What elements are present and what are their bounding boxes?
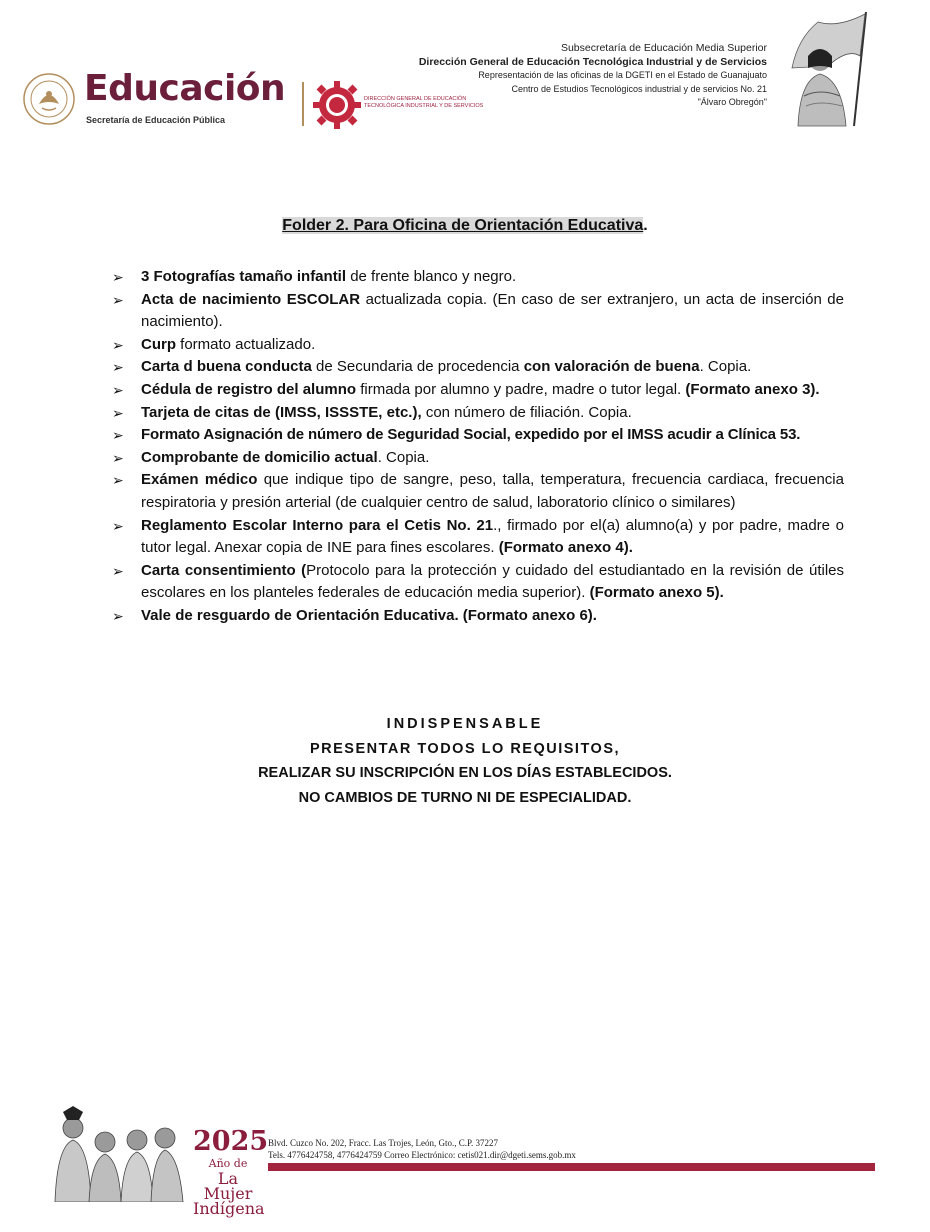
header-line-4: Centro de Estudios Tecnológicos industrial y de servicios No. 21 — [511, 83, 767, 94]
arrow-bullet-icon: ➢ — [112, 359, 124, 376]
list-item: ➢ Vale de resguardo de Orientación Educativa. (Formato anexo 6). — [112, 605, 844, 628]
sep-logo — [22, 68, 484, 132]
header-line-5: "Álvaro Obregón" — [697, 97, 767, 107]
header-institution-lines — [419, 42, 767, 110]
dgeti-text-line2: TECNOLÓGICA INDUSTRIAL Y DE SERVICIOS — [364, 102, 484, 109]
notice-line-3: REALIZAR SU INSCRIPCIÓN EN LOS DÍAS ESTABLECIDOS. — [258, 765, 672, 781]
page-title — [0, 217, 930, 235]
arrow-bullet-icon: ➢ — [112, 449, 124, 466]
logo-title: Educación — [84, 68, 286, 109]
arrow-bullet-icon: ➢ — [112, 336, 124, 353]
notice-line-2: PRESENTAR TODOS LO REQUISITOS, — [309, 740, 621, 757]
year-2025: 2025 — [193, 1126, 269, 1157]
arrow-bullet-icon: ➢ — [112, 291, 124, 308]
year-motto-line1: Año de — [208, 1157, 248, 1170]
list-item: ➢ Exámen médico que indique tipo de sangre, peso, talla, temperatura, frecuencia cardiaca, frecuencia respiratoria y presión arterial (de cualquier centro de salud, laboratorio clínico o similares) — [112, 471, 844, 511]
arrow-bullet-icon: ➢ — [112, 404, 124, 421]
list-item: ➢ 3 Fotografías tamaño infantil de frente blanco y negro. — [112, 266, 844, 289]
requirements-list — [112, 266, 844, 628]
logo-divider — [302, 82, 304, 126]
list-item: ➢ Formato Asignación de número de Seguridad Social, expedido por el IMSS acudir a Clínica 53. — [112, 424, 844, 447]
arrow-bullet-icon: ➢ — [112, 517, 124, 534]
arrow-bullet-icon: ➢ — [112, 562, 124, 579]
logo-subtitle: Secretaría de Educación Pública — [86, 115, 226, 125]
mexico-seal-icon — [22, 72, 76, 126]
list-item: ➢ Comprobante de domicilio actual. Copia. — [112, 447, 844, 470]
list-item: ➢ Tarjeta de citas de (IMSS, ISSSTE, etc.), con número de filiación. Copia. — [112, 402, 844, 425]
notice-block — [0, 712, 930, 810]
footer-divider-bar — [268, 1163, 875, 1171]
indigenous-women-illustration — [45, 1106, 190, 1202]
arrow-bullet-icon: ➢ — [112, 607, 124, 624]
woman-with-flag-illustration — [768, 8, 878, 130]
address-line-1: Blvd. Cuzco No. 202, Fracc. Las Trojes, León, Gto., C.P. 37227 — [268, 1138, 498, 1148]
header-line-1: Subsecretaría de Educación Media Superior — [560, 42, 767, 54]
page-title-period: . — [643, 217, 648, 234]
arrow-bullet-icon: ➢ — [112, 269, 124, 285]
dgeti-gear-icon — [312, 80, 362, 130]
footer-address — [268, 1137, 576, 1161]
dgeti-text-line1: DIRECCIÓN GENERAL DE EDUCACIÓN — [364, 96, 467, 102]
header-line-2: Dirección General de Educación Tecnológica Industrial y de Servicios — [418, 55, 767, 68]
list-item: ➢ Carta d buena conducta de Secundaria de procedencia con valoración de buena. Copia. — [112, 356, 844, 379]
arrow-bullet-icon: ➢ — [112, 381, 124, 398]
list-item: ➢ Reglamento Escolar Interno para el Cetis No. 21., firmado por el(a) alumno(a) y por padre, madre o tutor legal. Anexar copia de INE para fines escolares. (Formato anexo 4). — [112, 516, 844, 557]
notice-line-1: INDISPENSABLE — [386, 716, 544, 732]
header-line-3: Representación de las oficinas de la DGETI en el Estado de Guanajuato — [478, 70, 767, 80]
year-motto-line2: La Mujer — [203, 1169, 253, 1203]
list-item: ➢ Carta consentimiento (Protocolo para la protección y cuidado del estudiantado en la revisión de útiles escolares en los planteles federales de educación media superior). (Formato anexo 5). — [112, 561, 844, 602]
notice-line-4: NO CAMBIOS DE TURNO NI DE ESPECIALIDAD. — [298, 789, 632, 806]
list-item: ➢ Cédula de registro del alumno firmada por alumno y padre, madre o tutor legal. (Formato anexo 3). — [112, 379, 844, 402]
list-item: ➢ Curp formato actualizado. — [112, 334, 844, 357]
arrow-bullet-icon: ➢ — [112, 427, 124, 444]
year-motto — [193, 1156, 263, 1216]
year-motto-line3: Indígena — [193, 1199, 265, 1218]
address-line-2: Tels. 4776424758, 4776424759 Correo Electrónico: cetis021.dir@dgeti.sems.gob.mx — [268, 1150, 576, 1160]
page-title-text: Folder 2. Para Oficina de Orientación Educativa — [282, 217, 644, 234]
arrow-bullet-icon: ➢ — [112, 472, 124, 489]
list-item: ➢ Acta de nacimiento ESCOLAR actualizada copia. (En caso de ser extranjero, un acta de inserción de nacimiento). — [112, 290, 844, 331]
